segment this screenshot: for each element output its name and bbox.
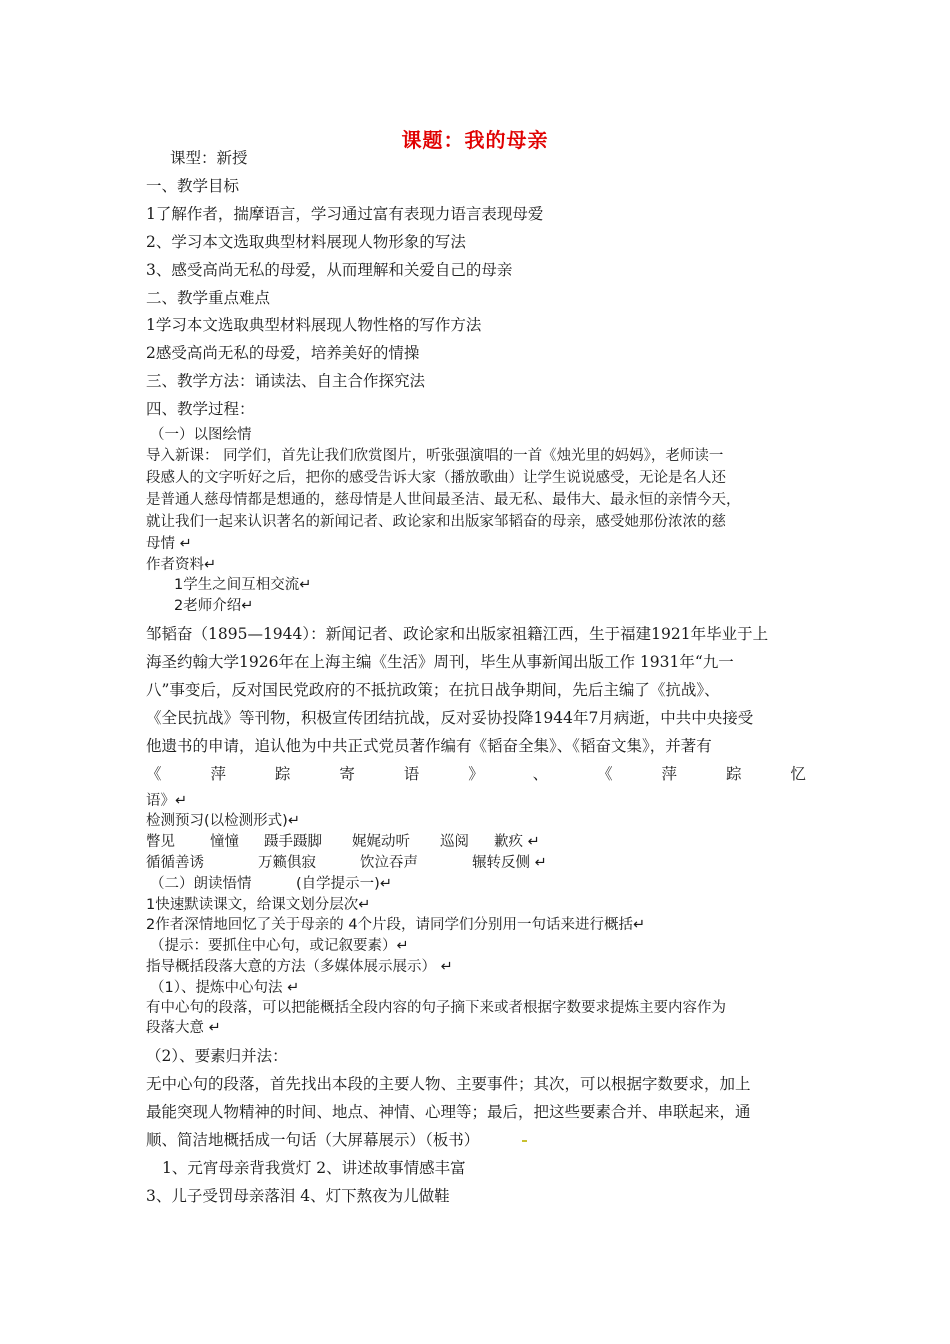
tip-line: （提示：要抓住中心句，或记叙要素）↵ (150, 938, 409, 954)
bio-char: 《 (597, 765, 613, 783)
goal-item: 2、学习本文选取典型材料展现人物形象的写法 (146, 233, 466, 251)
bio-line: 邹韬奋（1895—1944）：新闻记者、政论家和出版家祖籍江西，生于福建1921年毕业于上 (146, 625, 769, 643)
vocab-word: 循循善诱 (146, 855, 204, 871)
intro-line: 母情 ↵ (146, 536, 192, 552)
part2-heading: （二）朗读悟情 (150, 876, 252, 892)
bio-char: 《 (146, 765, 162, 783)
vocab-word: 蹑手蹑脚 (264, 834, 322, 850)
vocab-word: 辗转反侧 ↵ (472, 855, 547, 871)
method1-heading: （1）、提炼中心句法 ↵ (150, 980, 300, 996)
author-item: 2老师介绍↵ (174, 598, 254, 614)
process-heading: 四、教学过程： (146, 400, 255, 418)
vocab-word: 憧憧 (210, 834, 239, 850)
vocab-word: 歉疚 ↵ (494, 834, 540, 850)
vocab-word: 瞥见 (146, 834, 175, 850)
bio-char: 》 (468, 765, 484, 783)
vocab-word: 娓娓动听 (352, 834, 410, 850)
step-item: 2作者深情地回忆了关于母亲的 4个片段，请同学们分别用一句话来进行概括↵ (146, 917, 646, 933)
course-type: 课型：新授 (170, 149, 248, 167)
key-heading: 二、教学重点难点 (146, 289, 271, 307)
vocab-word: 饮泣吞声 (360, 855, 418, 871)
bio-spread-line (146, 762, 806, 784)
intro-line: 段感人的文字听好之后，把你的感受告诉大家（播放歌曲）让学生说说感受，无论是名人还 (146, 470, 726, 486)
goal-item: 3、感受高尚无私的母爱，从而理解和关爱自己的母亲 (146, 261, 513, 279)
vocab-word: 万籁俱寂 (258, 855, 316, 871)
guide-line: 指导概括段落大意的方法（多媒体展示展示） ↵ (146, 959, 453, 975)
method2-line: 无中心句的段落，首先找出本段的主要人物、主要事件；其次，可以根据字数要求，加上 (146, 1075, 751, 1093)
author-item: 1学生之间互相交流↵ (174, 577, 312, 593)
bio-char: 语 (403, 765, 420, 783)
method-line: 三、教学方法：诵读法、自主合作探究法 (146, 372, 426, 390)
vocab-word: 巡阅 (440, 834, 469, 850)
method2-line: 最能突现人物精神的时间、地点、神情、心理等；最后，把这些要素合并、串联起来，通 (146, 1103, 751, 1121)
bio-line: 《全民抗战》等刊物，积极宣传团结抗战，反对妥协投降1944年7月病逝，中共中央接受 (146, 709, 754, 727)
method2-line: 顺、简洁地概括成一句话（大屏幕展示）（板书） (146, 1131, 480, 1149)
author-heading: 作者资料↵ (146, 557, 217, 573)
goal-item: 1了解作者，揣摩语言，学习通过富有表现力语言表现母爱 (146, 205, 544, 223)
bio-char: 萍 (210, 765, 226, 783)
page-title: 课题：我的母亲 (401, 128, 549, 152)
method2-heading: （2）、要素归并法： (146, 1047, 288, 1065)
bio-char: 寄 (339, 765, 355, 783)
intro-line: 导入新课： 同学们，首先让我们欣赏图片，听张强演唱的一首《烛光里的妈妈》，老师读一 (146, 448, 724, 464)
preview-heading: 检测预习(以检测形式)↵ (146, 813, 300, 829)
key-item: 2感受高尚无私的母爱，培养美好的情操 (146, 344, 420, 362)
intro-line: 是普通人慈母情都是想通的，慈母情是人世间最圣洁、最无私、最伟大、最永恒的亲情今天， (146, 492, 741, 508)
edit-mark (522, 1140, 527, 1142)
bio-line: 海圣约翰大学1926年在上海主编《生活》周刊，毕生从事新闻出版工作 1931年“九一 (146, 653, 734, 671)
method1-line: 段落大意 ↵ (146, 1020, 221, 1036)
bio-char: 踪 (274, 765, 291, 783)
bio-line: 八”事变后，反对国民党政府的不抵抗政策；在抗日战争期间，先后主编了《抗战》、 (146, 681, 720, 699)
bio-char: 踪 (725, 765, 742, 783)
bio-char: 忆 (790, 765, 806, 783)
bio-char: 萍 (661, 765, 678, 783)
goals-heading: 一、教学目标 (146, 177, 240, 195)
bio-char: 、 (532, 765, 549, 783)
method1-line: 有中心句的段落，可以把能概括全段内容的句子摘下来或者根据字数要求提炼主要内容作为 (146, 1000, 726, 1016)
summary-line: 1、元宵母亲背我赏灯 2、讲述故事情感丰富 (162, 1159, 466, 1177)
part2-hint: (自学提示一)↵ (296, 876, 392, 892)
intro-line: 就让我们一起来认识著名的新闻记者、政论家和出版家邹韬奋的母亲，感受她那份浓浓的慈 (146, 514, 726, 530)
summary-line: 3、儿子受罚母亲落泪 4、灯下熬夜为儿做鞋 (146, 1187, 450, 1205)
part1-heading: （一）以图绘情 (150, 427, 252, 443)
bio-last-line: 语》↵ (146, 793, 188, 809)
step-item: 1快速默读课文，给课文划分层次↵ (146, 897, 371, 913)
bio-line: 他遗书的申请，追认他为中共正式党员著作编有《韬奋全集》、《韬奋文集》，并著有 (146, 737, 712, 755)
key-item: 1学习本文选取典型材料展现人物性格的写作方法 (146, 316, 482, 334)
